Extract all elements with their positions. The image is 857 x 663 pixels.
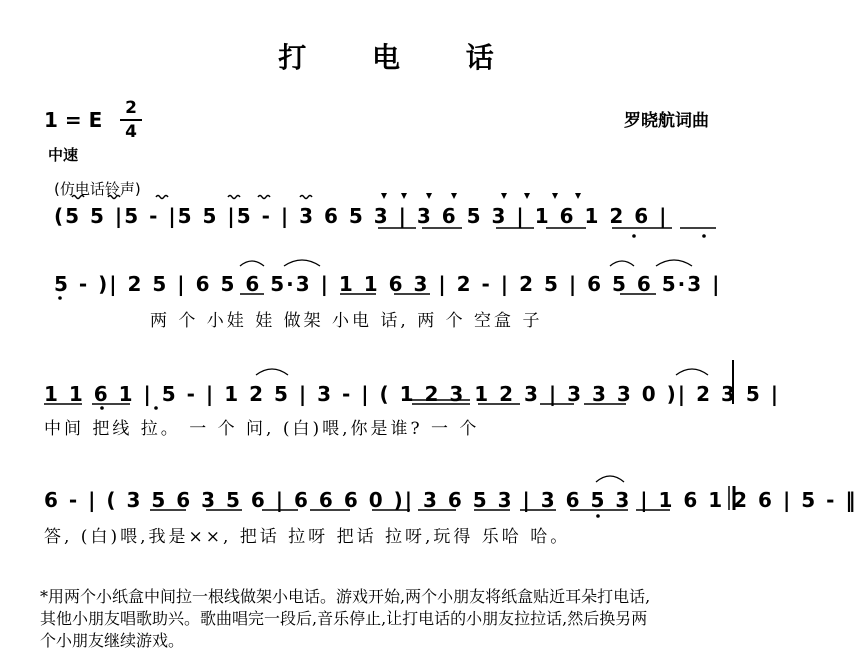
notation-line-4: 6 - | ( 3 5 6 3 5 6 | 6 6 6 0 )| 3 6 5 3 | 3 6 5 3 | 1 6 1 2 6 | 5 - ‖	[44, 488, 857, 512]
composer-credit: 罗晓航词曲	[624, 111, 709, 131]
meter-top: 2	[125, 98, 137, 118]
lyric-line-2: 两 个 小娃 娃 做架 小电 话, 两 个 空盒 子	[150, 311, 543, 331]
lyric-line-3: 中间 把线 拉。 一 个 问, (白)喂,你是谁? 一 个	[44, 419, 480, 439]
footnote-line-1: *用两个小纸盒中间拉一根线做架小电话。游戏开始,两个小朋友将纸盒贴近耳朵打电话,	[40, 587, 651, 606]
key-signature: 1 = E	[44, 108, 103, 132]
intro-note: (仿电话铃声)	[54, 180, 141, 198]
tempo-marking: 中速	[48, 146, 79, 164]
footnote-line-3: 个小朋友继续游戏。	[40, 631, 185, 650]
lyric-line-4: 答, (白)喂,我是××, 把话 拉呀 把话 拉呀,玩得 乐哈 哈。	[44, 527, 571, 547]
notation-line-3: 1 1 6 1 | 5 - | 1 2 5 | 3 - | ( 1 2 3 1 2 3 | 3 3 3 0 )| 2 3 5 |	[44, 382, 781, 406]
meter-bottom: 4	[125, 122, 137, 142]
notation-line-1: (5 5 |5 - |5 5 |5 - | 3 6 5 3 | 3 6 5 3 | 1 6 1 2 6 |	[54, 204, 669, 228]
footnote-line-2: 其他小朋友唱歌助兴。歌曲唱完一段后,音乐停止,让打电话的小朋友拉拉话,然后换另两	[40, 609, 648, 628]
song-title: 打 电 话	[278, 41, 522, 74]
notation-line-2: 5 - )| 2 5 | 6 5 6 5·3 | 1 1 6 3 | 2 - | 2 5 | 6 5 6 5·3 |	[54, 272, 722, 296]
